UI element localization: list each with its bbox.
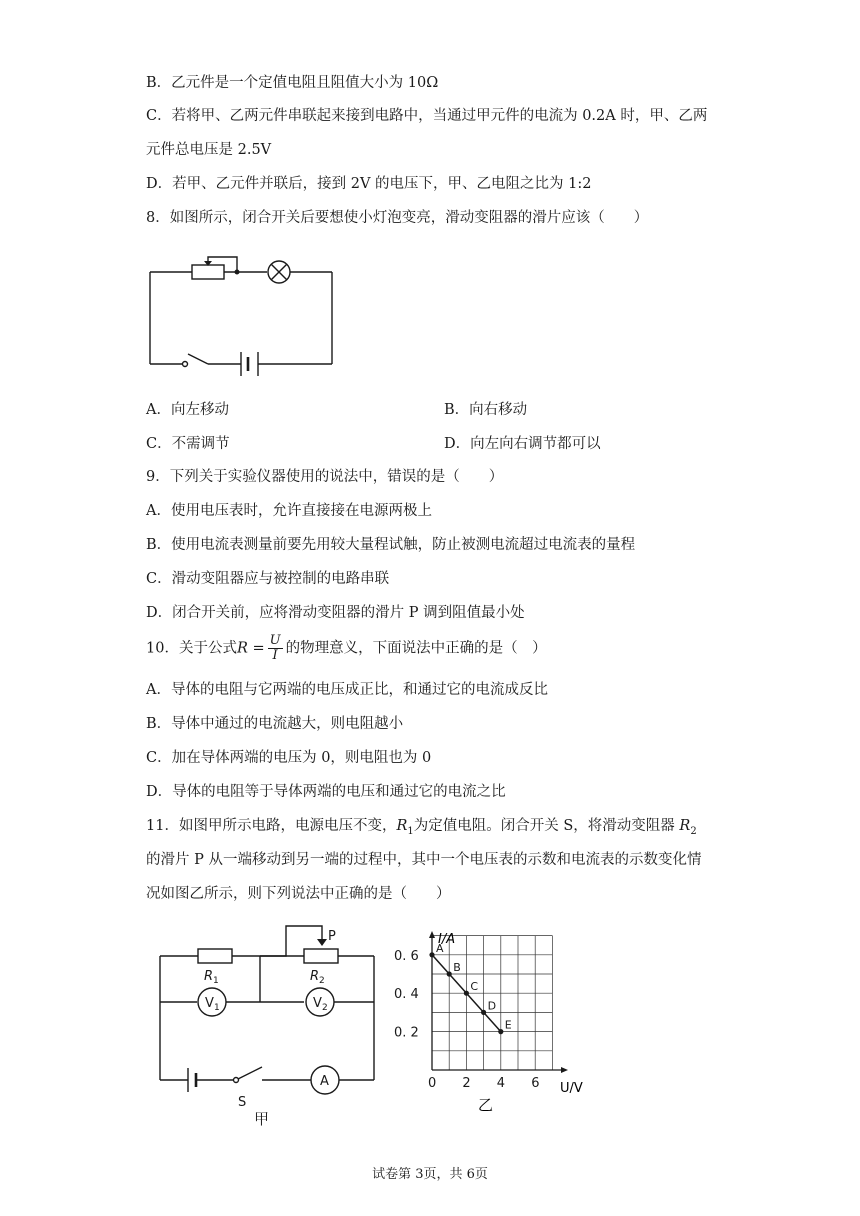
r2-resistor [304,949,338,963]
q10-formula-fraction [268,634,283,663]
q10-option-d: D．导体的电阻等于导体两端的电压和通过它的电流之比 [146,784,506,800]
point-label-a: A [436,941,444,955]
q11-chart-yi [392,925,592,1125]
r1-label: R [204,969,214,984]
q11-line3: 况如图乙所示，则下列说法中正确的是（ ） [146,886,451,902]
point-label-c: C [470,980,479,994]
q7-option-d: D．若甲、乙元件并联后，接到 2V 的电压下，甲、乙电阻之比为 1:2 [146,176,592,192]
q8-option-a: A．向左移动 [146,402,229,418]
jia-caption: 甲 [254,1110,270,1128]
q11-line1 [146,816,697,842]
q10-formula-denominator: I [272,648,278,663]
q11-r1-symbol: R [396,818,408,834]
q9-option-c: C．滑动变阻器应与被控制的电路串联 [146,571,390,587]
v1-label: V [205,996,214,1011]
q9-option-d: D．闭合开关前，应将滑动变阻器的滑片 P 调到阻值最小处 [146,605,525,621]
q8-option-d: D．向左向右调节都可以 [444,436,601,452]
point-e [498,1029,503,1034]
point-a [429,952,434,957]
x-tick-label: 2 [462,1076,471,1091]
x-tick-label: 4 [496,1076,506,1091]
q10-formula-numerator: U [269,633,281,648]
point-b [447,971,452,976]
q10-stem-prefix: 10．关于公式 [146,640,237,657]
q11-line1-b: 为定值电阻。闭合开关 S，将滑动变阻器 [413,818,675,834]
y-axis-arrow [429,931,435,938]
p-label: P [328,929,336,944]
y-tick-label: 0. 2 [394,1025,419,1041]
q8-stem: 8．如图所示，闭合开关后要想使小灯泡变亮，滑动变阻器的滑片应该（ ） [146,210,649,226]
q11-circuit-jia [150,918,390,1130]
q11-line2: 的滑片 P 从一端移动到另一端的过程中，其中一个电压表的示数和电流表的示数变化情 [146,852,702,868]
x-tick-label: 0 [428,1076,437,1091]
q10-stem-suffix: 的物理意义，下面说法中正确的是（ ） [285,640,547,657]
chart-series [429,942,511,1034]
v2-label: V [313,996,322,1011]
point-label-e: E [504,1018,512,1032]
q8-rheostat [192,265,224,279]
s-label: S [238,1095,247,1110]
q7-option-b: B．乙元件是一个定值电阻且阻值大小为 10Ω [146,75,439,91]
point-d [481,1010,486,1015]
q11-r2-symbol: R [679,818,691,834]
q11-r2-subscript: 2 [690,825,697,837]
chart-caption: 乙 [478,1096,494,1114]
r2-label-sub: 2 [319,976,325,986]
point-label-b: B [453,961,461,974]
r2-label: R [310,969,320,984]
q10-option-b: B．导体中通过的电流越大，则电阻越小 [146,716,404,732]
q11-line1-a: 11．如图甲所示电路，电源电压不变， [146,818,397,834]
q8-option-b: B．向右移动 [444,402,528,418]
v2-label-sub: 2 [322,1003,328,1013]
q8-option-c: C．不需调节 [146,436,230,452]
q7-option-c-line1: C．若将甲、乙两元件串联起来接到电路中，当通过甲元件的电流为 0.2A 时，甲、乙两 [146,108,708,124]
v1-label-sub: 1 [214,1003,220,1013]
q9-stem: 9．下列关于实验仪器使用的说法中，错误的是（ ） [146,469,504,485]
q7-option-c-line2: 元件总电压是 2.5V [146,142,272,158]
q10-option-a: A．导体的电阻与它两端的电压成正比，和通过它的电流成反比 [146,682,548,698]
q9-option-a: A．使用电压表时，允许直接接在电源两极上 [146,503,432,519]
chart-axes [429,931,568,1073]
y-tick-label: 0. 6 [394,948,419,964]
y-tick-label: 0. 4 [394,987,419,1003]
page-footer: 试卷第 3页，共 6页 [372,1167,488,1182]
q10-option-c: C．加在导体两端的电压为 0，则电阻也为 0 [146,750,432,766]
point-c [464,991,469,996]
x-axis-arrow [561,1067,568,1073]
q10-formula-lhs: R = [236,640,265,657]
a-label: A [320,1074,329,1089]
point-label-d: D [487,999,497,1013]
chart-xlabel: U/V [560,1081,583,1096]
r1-resistor [198,949,232,963]
q9-option-b: B．使用电流表测量前要先用较大量程试触，防止被测电流超过电流表的量程 [146,537,636,553]
r1-label-sub: 1 [213,976,219,986]
q8-circuit-diagram [140,240,350,385]
jia-switch [238,1067,262,1079]
q11-r1-subscript: 1 [407,825,414,837]
q8-switch [188,354,208,364]
chart-ylabel: I/A [438,932,456,947]
q10-stem [146,634,547,663]
x-tick-label: 6 [531,1076,540,1091]
